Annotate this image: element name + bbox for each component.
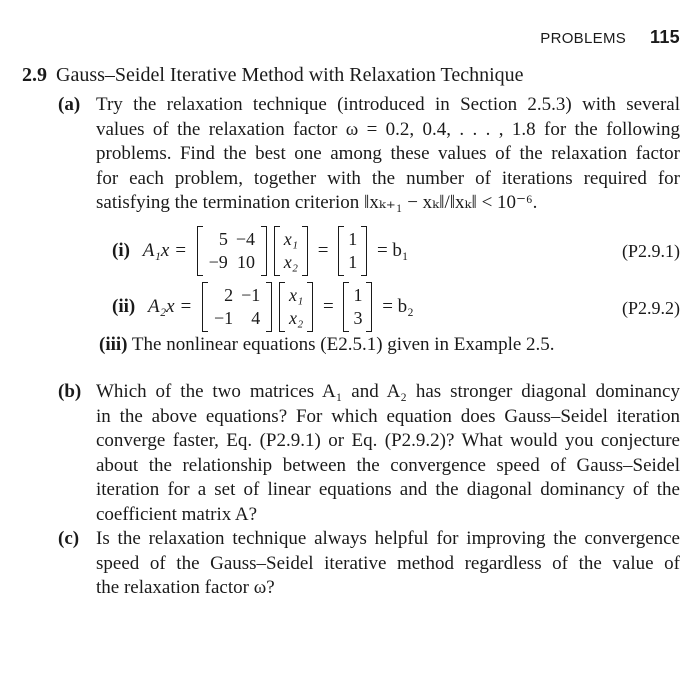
text-line: Which of the two matrices A₁ and A₂ has stronger diagonal dominancy <box>96 381 680 402</box>
matrix-a1 <box>196 228 268 274</box>
equation-1-tag: (P2.9.1) <box>622 241 680 261</box>
vector-x <box>273 228 309 274</box>
matrix-cell: 5 <box>218 229 228 249</box>
matrix-cell: −1 <box>241 285 261 305</box>
matrix-cell: 4 <box>251 308 261 328</box>
part-b-text <box>96 380 680 527</box>
problem-number: 2.9 <box>22 64 47 86</box>
vector-b1 <box>337 228 368 274</box>
text-line: speed of the Gauss–Seidel iterative method regardless of the value of <box>96 552 680 574</box>
part-b <box>58 380 680 527</box>
equation-3-text: The nonlinear equations (E2.5.1) given in Example 2.5. <box>131 334 555 355</box>
text-line: converge faster, Eq. (P2.9.1) or Eq. (P2.9.2)? What would you conjecture <box>96 430 680 451</box>
equation-2-tag: (P2.9.2) <box>622 298 680 318</box>
part-c <box>58 527 680 601</box>
section-heading: PROBLEMS <box>540 30 627 47</box>
matrix-cell: −9 <box>208 252 228 272</box>
problem-heading: Gauss–Seidel Iterative Method with Relaxation Technique <box>56 64 524 86</box>
part-a <box>58 93 680 216</box>
vector-cell: 3 <box>353 308 363 328</box>
equation-1-result: = b₁ <box>376 240 409 261</box>
text-line: about the relationship between the convergence speed of Gauss–Seidel <box>96 454 680 476</box>
vector-cell: 1 <box>348 252 358 272</box>
text-line: iteration for a set of linear equations and the diagonal dominancy of the <box>96 479 680 500</box>
vector-cell: x₁ <box>283 229 298 249</box>
matrix-cell: −4 <box>235 229 255 249</box>
text-line: Try the relaxation technique (introduced in Section 2.5.3) with several <box>96 94 680 115</box>
vector-b2 <box>342 284 373 330</box>
vector-cell: x₁ <box>289 285 304 305</box>
matrix-cell: 2 <box>224 285 234 305</box>
vector-cell: 1 <box>348 229 358 249</box>
equation-2: (ii) A₂x = 2 −1 −1 4 x₁ x₂ = 1 3 = b₂ <box>112 285 414 328</box>
vector-cell: 1 <box>353 285 363 305</box>
running-header <box>280 27 680 48</box>
equation-2-result: = b₂ <box>382 296 414 317</box>
problem-title <box>22 64 524 87</box>
equation-1: (i) A₁x = 5 −4 −9 10 x₁ x₂ = 1 1 = b₁ <box>112 229 409 272</box>
equation-3 <box>99 334 555 356</box>
page-number: 115 <box>650 27 680 47</box>
equation-2-lhs: A₂x = <box>147 296 193 317</box>
text-line: the relaxation factor ω? <box>96 577 275 598</box>
equation-1-label: (i) <box>112 240 130 261</box>
equation-1-lhs: A₁x = <box>142 240 187 261</box>
part-b-label: (b) <box>58 381 82 402</box>
vector-cell: x₂ <box>289 308 304 328</box>
vector-cell: x₂ <box>283 252 298 272</box>
text-line: coefficient matrix A? <box>96 503 258 525</box>
text-line: satisfying the termination criterion ‖xₖ₊₁ − xₖ‖/‖xₖ‖ < 10⁻⁶. <box>96 192 538 213</box>
matrix-cell: −1 <box>213 308 234 328</box>
text-line: problems. Find the best one among these values of the relaxation factor <box>96 143 680 164</box>
matrix-a2 <box>201 284 273 330</box>
text-line: in the above equations? For which equation does Gauss–Seidel iteration <box>96 405 680 427</box>
part-c-label: (c) <box>58 528 80 549</box>
text-line: Is the relaxation technique always helpful for improving the convergence <box>96 528 680 549</box>
part-a-label: (a) <box>58 94 81 115</box>
equation-3-label: (iii) <box>99 334 128 355</box>
vector-x <box>278 284 314 330</box>
text-line: values of the relaxation factor ω = 0.2, 0.4, . . . , 1.8 for the following <box>96 118 680 140</box>
part-a-text <box>96 93 680 216</box>
text-line: for each problem, together with the number of iterations required for <box>96 167 680 189</box>
matrix-cell: 10 <box>236 252 255 272</box>
part-c-text <box>96 527 680 601</box>
equation-2-label: (ii) <box>112 296 136 317</box>
